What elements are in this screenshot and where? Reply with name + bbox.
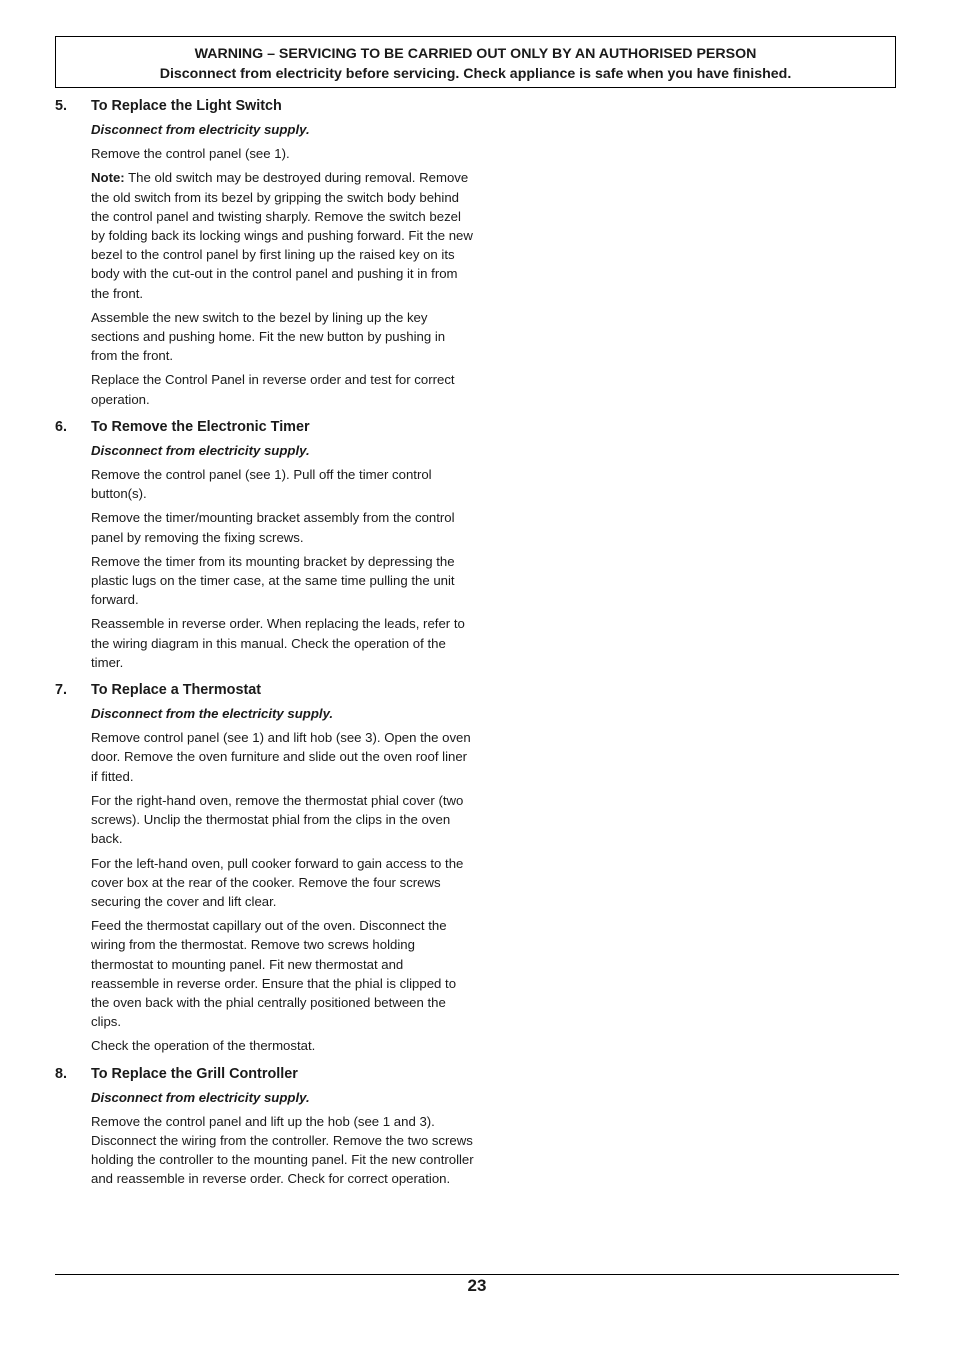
section-number: 5.	[55, 98, 68, 114]
section-electronic-timer	[55, 417, 475, 672]
section-body	[91, 120, 475, 409]
note-label: Note:	[91, 170, 125, 186]
section-light-switch	[55, 96, 475, 409]
note-paragraph	[91, 168, 475, 302]
paragraph: For the left-hand oven, pull cooker forward to gain access to the cover box at the rear of the cooker. Remove the four screws securing the cover and lift clear.	[91, 855, 464, 909]
caution-text: Disconnect from the electricity supply.	[91, 706, 334, 722]
paragraph: Feed the thermostat capillary out of the oven. Disconnect the wiring from the thermostat. Remove two screws holding thermostat to mounting panel. Fit new thermostat and reassemble in reverse order. Ensure that the phial is clipped to the oven back with the phial centrally positioned between the clips.	[91, 918, 457, 1030]
note-text: The old switch may be destroyed during removal. Remove the old switch from its bezel by gripping the switch body behind the control panel and twisting sharply. Remove the switch bezel by folding back its locking wings and pushing forward. Fit the new bezel to the control panel by first lining up the raised key on its body with the cut-out in the control panel and pushing it in from the front.	[91, 170, 473, 301]
paragraph: Replace the Control Panel in reverse order and test for correct operation.	[91, 372, 455, 407]
main-content	[55, 96, 475, 1197]
warning-title: WARNING – SERVICING TO BE CARRIED OUT ONLY BY AN AUTHORISED PERSON	[194, 46, 757, 62]
section-title: To Replace the Grill Controller	[91, 1065, 298, 1082]
paragraph: Remove the timer from its mounting bracket by depressing the plastic lugs on the timer case, at the same time pulling the unit forward.	[91, 553, 455, 608]
warning-box	[55, 36, 896, 88]
caution-text: Disconnect from electricity supply.	[91, 1089, 310, 1105]
section-heading	[55, 680, 475, 700]
paragraph: For the right-hand oven, remove the thermostat phial cover (two screws). Unclip the thermostat phial from the clips in the oven back.	[91, 792, 464, 847]
footer-divider	[55, 1274, 899, 1275]
section-heading	[55, 417, 475, 437]
caution-text: Disconnect from electricity supply.	[91, 122, 310, 137]
section-number: 6.	[55, 418, 68, 435]
section-heading	[55, 96, 475, 116]
section-body	[91, 704, 475, 1055]
paragraph: Reassemble in reverse order. When replacing the leads, refer to the wiring diagram in this manual. Check the operation of the timer.	[91, 616, 465, 670]
section-body	[91, 1088, 475, 1189]
paragraph: Remove the control panel (see 1). Pull off the timer control button(s).	[91, 467, 432, 502]
paragraph: Assemble the new switch to the bezel by lining up the key sections and pushing home. Fit the new button by pushing in from the front.	[91, 309, 446, 364]
section-title: To Remove the Electronic Timer	[91, 418, 310, 435]
caution-text: Disconnect from electricity supply.	[91, 442, 310, 458]
section-number: 7.	[55, 682, 68, 699]
paragraph: Remove the timer/mounting bracket assembly from the control panel by removing the fixing screws.	[91, 510, 455, 545]
section-heading	[55, 1064, 475, 1084]
section-thermostat	[55, 680, 475, 1055]
section-body	[91, 441, 475, 672]
page-number: 23	[467, 1276, 487, 1295]
section-number: 8.	[55, 1065, 68, 1082]
paragraph: Remove the control panel (see 1).	[91, 146, 290, 162]
section-grill-controller	[55, 1064, 475, 1189]
section-title: To Replace a Thermostat	[91, 682, 262, 699]
paragraph: Check the operation of the thermostat.	[91, 1038, 316, 1054]
paragraph: Remove control panel (see 1) and lift hob (see 3). Open the oven door. Remove the oven furniture and slide out the oven roof liner if fitted.	[91, 730, 471, 784]
section-title: To Replace the Light Switch	[91, 98, 282, 114]
paragraph: Remove the control panel and lift up the hob (see 1 and 3). Disconnect the wiring from the controller. Remove the two screws holding the controller to the mounting panel. Fit the new controller and reassemble in reverse order. Check for correct operation.	[91, 1113, 474, 1187]
warning-subtitle: Disconnect from electricity before servicing. Check appliance is safe when you have finished.	[159, 66, 792, 82]
